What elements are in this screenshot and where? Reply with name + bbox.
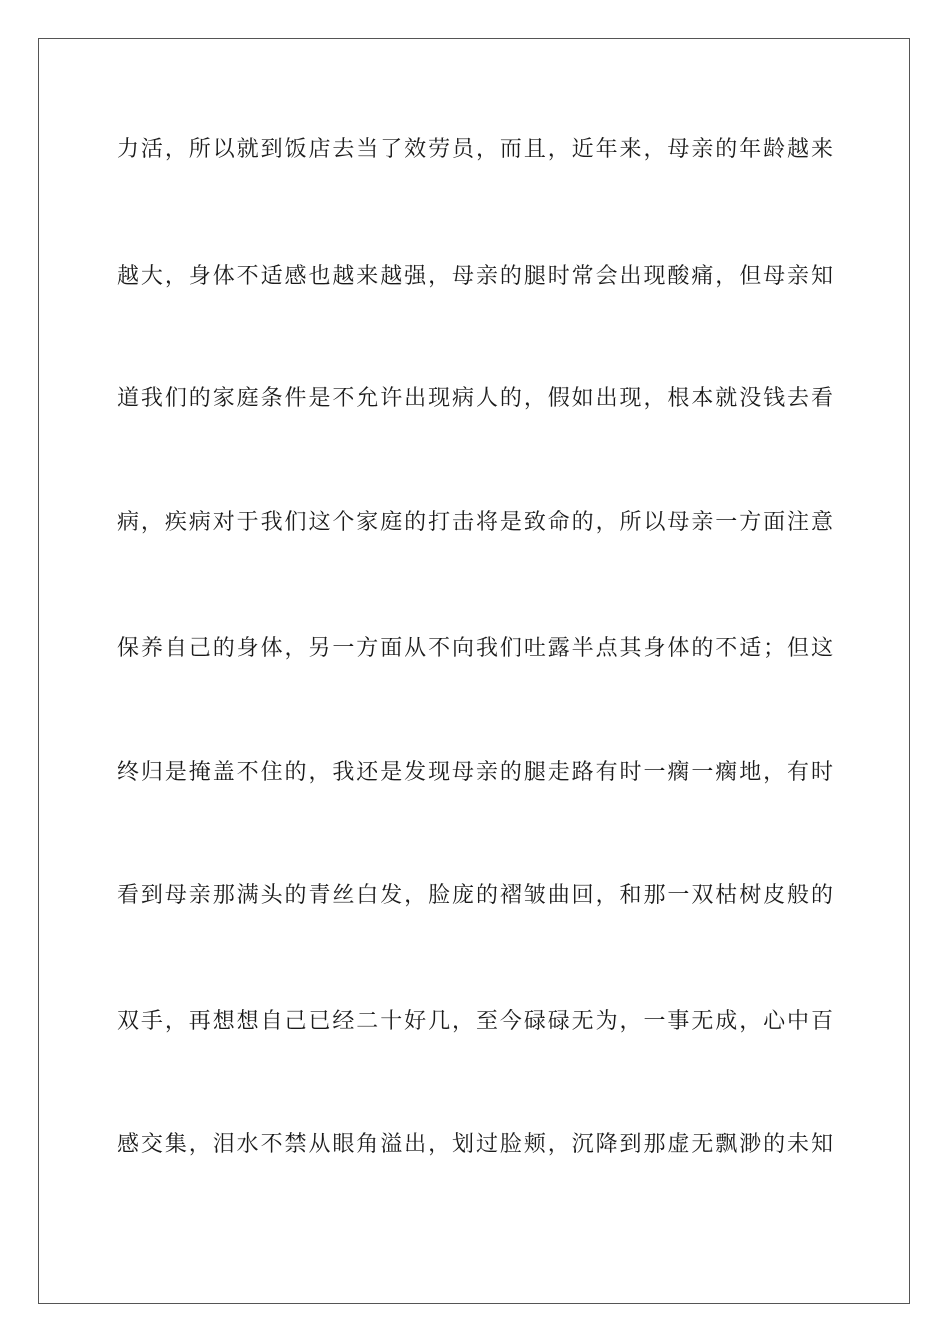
text-line-8: 双手，再想想自己已经二十好几，至今碌碌无为，一事无成，心中百 (117, 1009, 833, 1034)
text-line-6: 终归是掩盖不住的，我还是发现母亲的腿走路有时一瘸一瘸地，有时 (117, 760, 833, 785)
text-line-4: 病，疾病对于我们这个家庭的打击将是致命的，所以母亲一方面注意 (117, 510, 833, 535)
text-line-1: 力活，所以就到饭店去当了效劳员，而且，近年来，母亲的年龄越来 (117, 137, 833, 162)
text-line-3: 道我们的家庭条件是不允许出现病人的，假如出现，根本就没钱去看 (117, 386, 833, 411)
page-border (38, 38, 910, 1304)
text-line-5: 保养自己的身体，另一方面从不向我们吐露半点其身体的不适；但这 (117, 636, 833, 661)
text-line-7: 看到母亲那满头的青丝白发，脸庞的褶皱曲回，和那一双枯树皮般的 (117, 883, 833, 908)
text-line-9: 感交集，泪水不禁从眼角溢出，划过脸颊，沉降到那虚无飘渺的未知 (117, 1132, 833, 1157)
text-line-2: 越大，身体不适感也越来越强，母亲的腿时常会出现酸痛，但母亲知 (117, 264, 833, 289)
